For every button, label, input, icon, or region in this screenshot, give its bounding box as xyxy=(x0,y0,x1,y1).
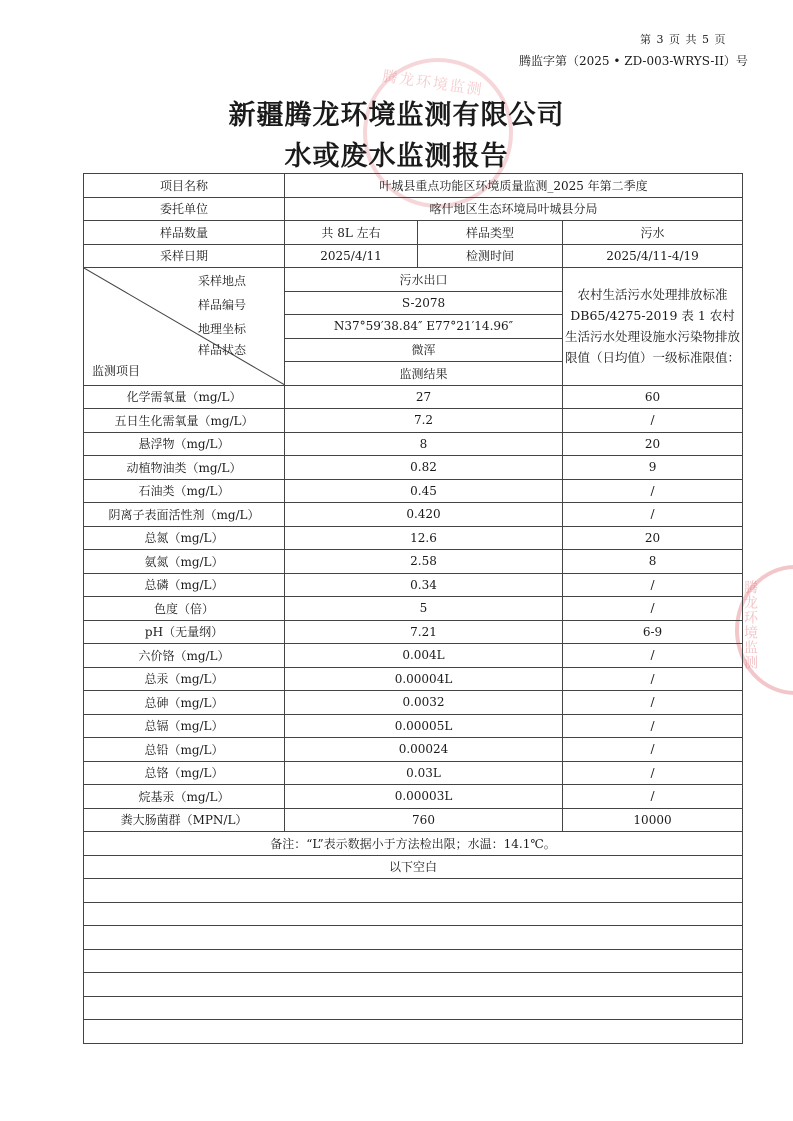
limit-cell: 6-9 xyxy=(563,620,743,644)
limit-cell: / xyxy=(563,761,743,785)
empty-row xyxy=(84,996,743,1020)
item-cell: 色度（倍） xyxy=(84,597,285,621)
result-cell: 0.420 xyxy=(285,503,563,527)
company-title: 新疆腾龙环境监测有限公司 xyxy=(228,100,565,131)
site-value: 污水出口 xyxy=(285,268,563,292)
table-row xyxy=(84,620,743,644)
item-cell: 总铬（mg/L） xyxy=(84,761,285,785)
table-row xyxy=(84,714,743,738)
table-row xyxy=(84,550,743,574)
table-row xyxy=(84,385,743,409)
item-cell: 烷基汞（mg/L） xyxy=(84,785,285,809)
result-cell: 760 xyxy=(285,808,563,832)
note-text: 备注：“L”表示数据小于方法检出限；水温：14.1℃。 xyxy=(84,832,743,856)
table-row xyxy=(84,761,743,785)
item-cell: 总铅（mg/L） xyxy=(84,738,285,762)
sample-type-value: 污水 xyxy=(563,221,743,245)
table-row xyxy=(84,644,743,668)
item-cell: pH（无量纲） xyxy=(84,620,285,644)
sampling-date-label: 采样日期 xyxy=(84,244,285,268)
code-value: S-2078 xyxy=(285,291,563,315)
coord-label: 地理坐标 xyxy=(197,322,246,336)
limit-cell: 10000 xyxy=(563,808,743,832)
limit-cell: 8 xyxy=(563,550,743,574)
limit-cell: / xyxy=(563,738,743,762)
official-seal-text: 腾龙环境监测 xyxy=(381,66,485,100)
item-cell: 粪大肠菌群（MPN/L） xyxy=(84,808,285,832)
limit-cell: / xyxy=(563,714,743,738)
result-cell: 0.00003L xyxy=(285,785,563,809)
table-row xyxy=(84,667,743,691)
table-row xyxy=(84,456,743,480)
side-seal-text: 腾龙环境监测 xyxy=(742,580,758,670)
result-cell: 0.00004L xyxy=(285,667,563,691)
item-cell: 总氮（mg/L） xyxy=(84,526,285,550)
empty-row xyxy=(84,973,743,997)
table-row xyxy=(84,691,743,715)
note-row xyxy=(84,832,743,856)
result-cell: 0.004L xyxy=(285,644,563,668)
result-cell: 12.6 xyxy=(285,526,563,550)
quantity-label: 样品数量 xyxy=(84,221,285,245)
item-label: 监测项目 xyxy=(92,363,141,378)
result-cell: 7.21 xyxy=(285,620,563,644)
sample-type-label: 样品类型 xyxy=(418,221,563,245)
empty-row xyxy=(84,879,743,903)
table-row xyxy=(84,432,743,456)
limit-cell: / xyxy=(563,479,743,503)
result-label: 监测结果 xyxy=(285,362,563,386)
result-cell: 0.0032 xyxy=(285,691,563,715)
limit-cell: 60 xyxy=(563,385,743,409)
state-label: 样品状态 xyxy=(197,343,246,357)
result-cell: 0.00024 xyxy=(285,738,563,762)
limit-cell: 20 xyxy=(563,526,743,550)
result-cell: 0.03L xyxy=(285,761,563,785)
table-row xyxy=(84,409,743,433)
empty-cell xyxy=(84,973,743,997)
test-time-label: 检测时间 xyxy=(418,244,563,268)
table-row xyxy=(84,573,743,597)
item-cell: 总砷（mg/L） xyxy=(84,691,285,715)
report-title: 水或废水监测报告 xyxy=(284,141,509,172)
empty-cell xyxy=(84,949,743,973)
table-row xyxy=(84,808,743,832)
result-cell: 0.82 xyxy=(285,456,563,480)
sampling-date-value: 2025/4/11 xyxy=(285,244,418,268)
report-number: 腾监字第（2025 • ZD-003-WRYS-II）号 xyxy=(519,54,748,68)
test-time-value: 2025/4/11-4/19 xyxy=(563,244,743,268)
client-label: 委托单位 xyxy=(84,197,285,221)
item-cell: 氨氮（mg/L） xyxy=(84,550,285,574)
client-row xyxy=(84,197,743,221)
item-cell: 六价铬（mg/L） xyxy=(84,644,285,668)
empty-cell xyxy=(84,926,743,950)
limit-cell: 20 xyxy=(563,432,743,456)
table-row xyxy=(84,479,743,503)
limit-cell: / xyxy=(563,409,743,433)
table-row xyxy=(84,526,743,550)
blank-text: 以下空白 xyxy=(84,855,743,879)
state-value: 微浑 xyxy=(285,338,563,362)
empty-cell xyxy=(84,879,743,903)
project-label: 项目名称 xyxy=(84,174,285,198)
date-row xyxy=(84,244,743,268)
item-cell: 总镉（mg/L） xyxy=(84,714,285,738)
client-value: 喀什地区生态环境局叶城县分局 xyxy=(285,197,743,221)
standard-text: 农村生活污水处理排放标准 DB65/4275-2019 表 1 农村生活污水处理设施水污染物排放限值（日均值）一级标准限值： xyxy=(563,268,743,386)
result-cell: 8 xyxy=(285,432,563,456)
item-cell: 动植物油类（mg/L） xyxy=(84,456,285,480)
result-cell: 0.45 xyxy=(285,479,563,503)
diagonal-header-cell xyxy=(84,268,285,386)
limit-cell: / xyxy=(563,503,743,527)
sample-site-row xyxy=(84,268,743,292)
empty-cell xyxy=(84,902,743,926)
result-cell: 5 xyxy=(285,597,563,621)
limit-cell: / xyxy=(563,785,743,809)
blank-row xyxy=(84,855,743,879)
item-cell: 化学需氧量（mg/L） xyxy=(84,385,285,409)
table-row xyxy=(84,597,743,621)
limit-cell: / xyxy=(563,691,743,715)
result-cell: 7.2 xyxy=(285,409,563,433)
limit-cell: / xyxy=(563,597,743,621)
item-cell: 总汞（mg/L） xyxy=(84,667,285,691)
quantity-row xyxy=(84,221,743,245)
empty-row xyxy=(84,1020,743,1044)
limit-cell: 9 xyxy=(563,456,743,480)
limit-cell: / xyxy=(563,644,743,668)
table-row xyxy=(84,738,743,762)
site-label: 采样地点 xyxy=(197,274,246,288)
project-row xyxy=(84,174,743,198)
limit-cell: / xyxy=(563,667,743,691)
empty-row xyxy=(84,926,743,950)
coord-value: N37°59′38.84″ E77°21′14.96″ xyxy=(285,315,563,339)
item-cell: 五日生化需氧量（mg/L） xyxy=(84,409,285,433)
item-cell: 石油类（mg/L） xyxy=(84,479,285,503)
result-cell: 0.34 xyxy=(285,573,563,597)
project-value: 叶城县重点功能区环境质量监测_2025 年第二季度 xyxy=(285,174,743,198)
page-indicator: 第 3 页 共 5 页 xyxy=(640,33,727,46)
result-cell: 2.58 xyxy=(285,550,563,574)
quantity-value: 共 8L 左右 xyxy=(285,221,418,245)
table-row xyxy=(84,503,743,527)
code-label: 样品编号 xyxy=(197,298,246,312)
limit-cell: / xyxy=(563,573,743,597)
item-cell: 总磷（mg/L） xyxy=(84,573,285,597)
empty-cell xyxy=(84,1020,743,1044)
item-cell: 悬浮物（mg/L） xyxy=(84,432,285,456)
empty-row xyxy=(84,949,743,973)
empty-row xyxy=(84,902,743,926)
item-cell: 阴离子表面活性剂（mg/L） xyxy=(84,503,285,527)
result-cell: 0.00005L xyxy=(285,714,563,738)
report-table xyxy=(83,173,743,1044)
table-row xyxy=(84,785,743,809)
empty-cell xyxy=(84,996,743,1020)
result-cell: 27 xyxy=(285,385,563,409)
